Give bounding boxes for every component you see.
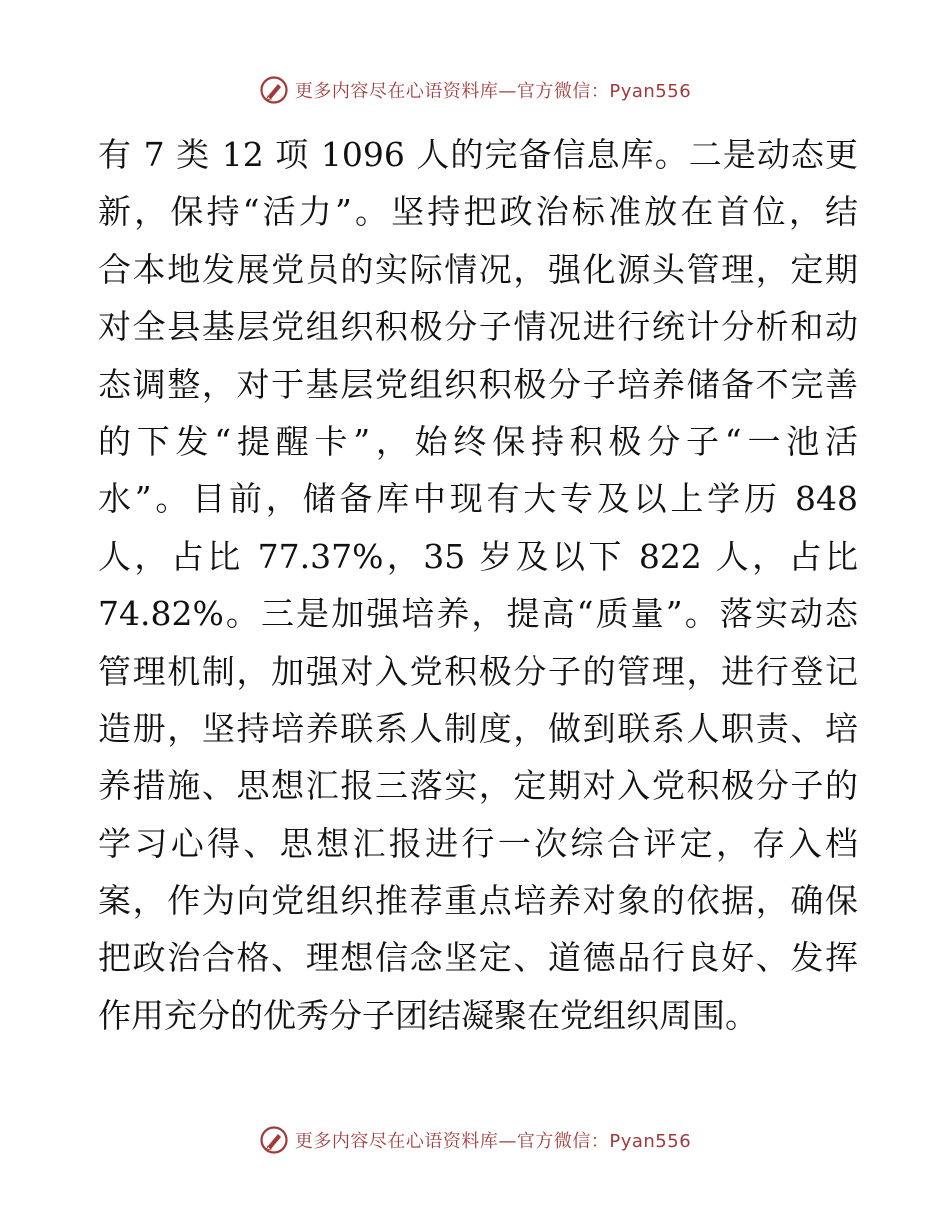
watermark-text: 更多内容尽在心语资料库—官方微信：Pyan556 [294,1131,692,1152]
text-line: 水”。目前，储备库中现有大专及以上学历 848 [98,479,858,519]
text-line: 的下发“提醒卡”，始终保持积极分子“一池活 [98,421,858,461]
text-line: 案，作为向党组织推荐重点培养对象的依据，确保 [98,881,858,921]
text-line: 合本地发展党员的实际情况，强化源头管理，定期 [98,249,858,289]
pen-seal-icon [259,1125,289,1155]
footer-watermark [0,1122,950,1158]
text-line-last: 作用充分的优秀分子团结凝聚在党组织周围。 [98,995,758,1035]
text-line: 人，占比 77.37%，35 岁及以下 822 人，占比 [98,536,858,576]
text-line: 把政治合格、理想信念坚定、道德品行良好、发挥 [98,938,858,978]
text-line: 养措施、思想汇报三落实，定期对入党积极分子的 [98,766,858,806]
header-watermark [0,72,950,108]
text-line: 对全县基层党组织积极分子情况进行统计分析和动 [98,307,858,347]
text-line: 有 7 类 12 项 1096 人的完备信息库。二是动态更 [98,135,858,174]
text-line: 74.82%。三是加强培养，提高“质量”。落实动态 [98,594,858,634]
document-body [98,126,858,1044]
text-line: 造册，坚持培养联系人制度，做到联系人职责、培 [98,708,858,748]
watermark-text: 更多内容尽在心语资料库—官方微信：Pyan556 [294,81,692,102]
text-line: 态调整，对于基层党组织积极分子培养储备不完善 [98,364,858,404]
text-line: 管理机制，加强对入党积极分子的管理，进行登记 [98,651,858,691]
text-line: 新，保持“活力”。坚持把政治标准放在首位，结 [98,192,858,232]
text-line: 学习心得、思想汇报进行一次综合评定，存入档 [98,823,858,863]
pen-seal-icon [259,75,289,105]
